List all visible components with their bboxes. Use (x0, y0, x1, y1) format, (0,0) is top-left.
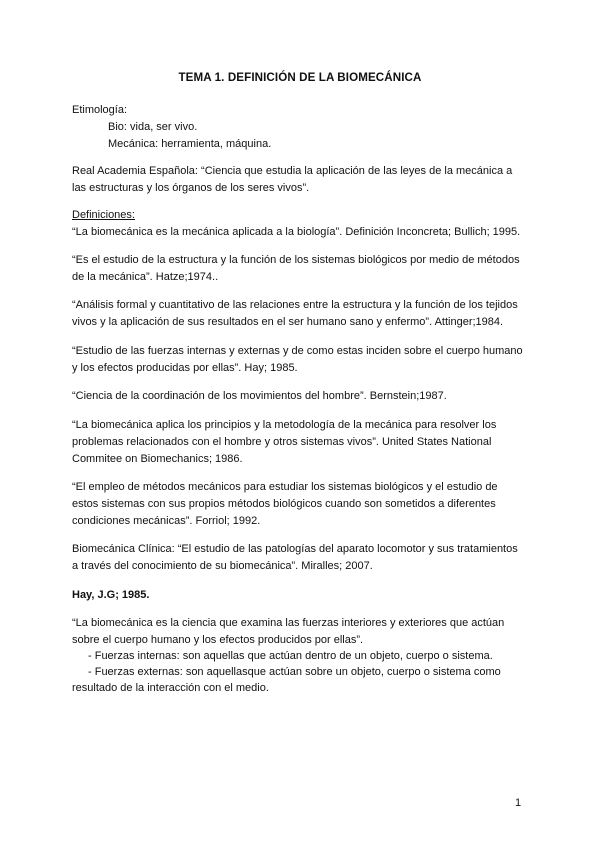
definition-line: “Ciencia de la coordinación de los movimientos del hombre”. Bernstein;1987. (72, 390, 447, 402)
definition-line: y los efectos producidas por ellas”. Hay; 1985. (72, 362, 298, 374)
definition-line: Commitee on Biomechanics; 1986. (72, 453, 243, 465)
etimologia-mecanica: Mecánica: herramienta, máquina. (108, 138, 272, 150)
rae-line: las estructuras y los órganos de los seres vivos”. (72, 182, 310, 194)
definition-line: problemas relacionados con el hombre y otros sistemas vivos”. United States National (72, 436, 492, 448)
definition-line: “Estudio de las fuerzas internas y externas y de como estas inciden sobre el cuerpo humano (72, 345, 523, 357)
hay-text-line: “La biomecánica es la ciencia que examina las fuerzas interiores y exteriores que actúan (72, 617, 505, 629)
hay-heading: Hay, J.G; 1985. (72, 589, 150, 601)
rae-line: Real Academia Española: “Ciencia que estudia la aplicación de las leyes de la mecánica a (72, 165, 513, 177)
fuerzas-externas-item: - Fuerzas externas: son aquellasque actúan sobre un objeto, cuerpo o sistema como (88, 666, 501, 678)
definiciones-heading: Definiciones: (72, 209, 135, 221)
etimologia-bio: Bio: vida, ser vivo. (108, 121, 198, 133)
definition-line: a través del conocimiento de su biomecánica”. Miralles; 2007. (72, 560, 373, 572)
definition-line: “Es el estudio de la estructura y la función de los sistemas biológicos por medio de métodos (72, 254, 520, 266)
definition-line: de la mecánica”. Hatze;1974.. (72, 271, 219, 283)
fuerzas-internas-item: - Fuerzas internas: son aquellas que actúan dentro de un objeto, cuerpo o sistema. (88, 650, 493, 662)
hay-text-line: sobre el cuerpo humano y los efectos producidos por ellas”. (72, 634, 364, 646)
definition-line: “El empleo de métodos mecánicos para estudiar los sistemas biológicos y el estudio de (72, 481, 498, 493)
definition-line: “La biomecánica es la mecánica aplicada a la biología”. Definición Inconcreta; Bullich; 1995. (72, 226, 521, 238)
fuerzas-externas-continuation: resultado de la interacción con el medio. (72, 682, 269, 694)
page-number: 1 (515, 797, 522, 809)
definition-line: “La biomecánica aplica los principios y la metodología de la mecánica para resolver los (72, 419, 497, 431)
definition-line: Biomecánica Clínica: “El estudio de las patologías del aparato locomotor y sus tratamientos (72, 543, 518, 555)
definition-line: condiciones mecánicas”. Forriol; 1992. (72, 515, 261, 527)
definition-line: estos sistemas con sus propios métodos biológicos cuando son sometidos a diferentes (72, 498, 496, 510)
definition-line: “Análisis formal y cuantitativo de las relaciones entre la estructura y la función de los tejidos (72, 299, 518, 311)
definition-line: vivos y la aplicación de sus resultados en el ser humano sano y enfermo”. Attinger;1984. (72, 316, 504, 328)
etimologia-heading: Etimología: (72, 104, 128, 116)
page-title: TEMA 1. DEFINICIÓN DE LA BIOMECÁNICA (178, 71, 422, 84)
